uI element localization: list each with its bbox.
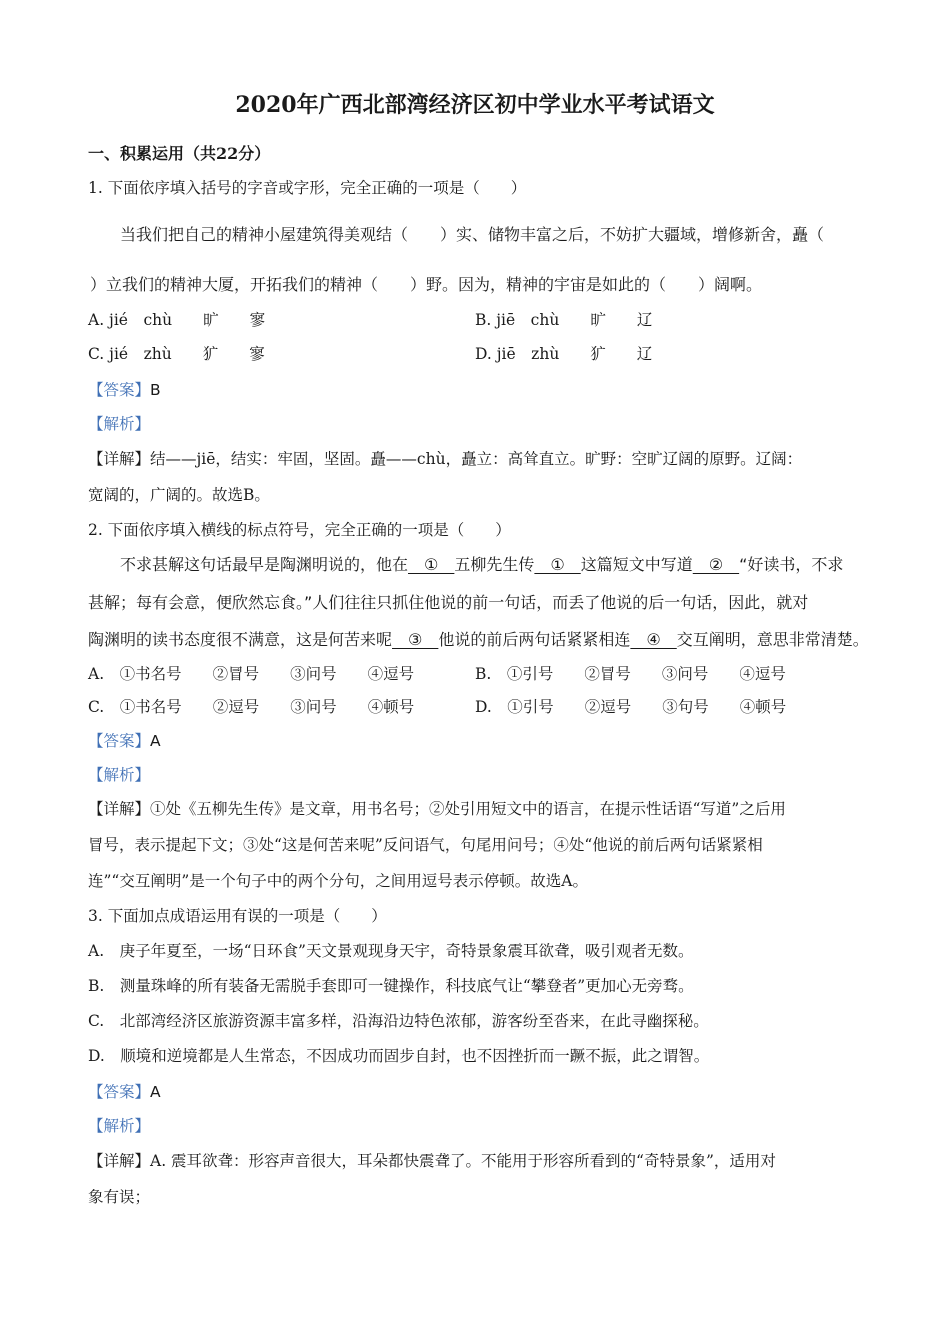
question-1-passage-line-1: 当我们把自己的精神小屋建筑得美观结（ ）实、储物丰富之后，不妨扩大疆域，增修新舍，矗（ (120, 225, 825, 244)
question-1-detail-line-1: 【详解】结——jiē，结实：牢固，坚固。矗——chù，矗立：高耸直立。旷野：空旷辽阔的原野。辽阔： (88, 450, 803, 468)
answer-value: B (150, 381, 161, 399)
question-3-detail-line-1: 【详解】A. 震耳欲聋：形容声音很大，耳朵都快震聋了。不能用于形容所看到的“奇特景象”，适用对 (88, 1152, 776, 1170)
question-1-option-a: A. jié chù 旷 寥 (88, 311, 266, 329)
answer-label: 【答案】 (88, 1083, 151, 1101)
question-2-passage-line-1: 不求甚解这句话最早是陶渊明说的，他在 ① 五柳先生传 ① 这篇短文中写道 ② “好读书，不求 (120, 555, 844, 574)
question-2-answer (88, 730, 161, 752)
question-3-stem: 3. 下面加点成语运用有误的一项是（ ） (88, 907, 387, 925)
question-2-option-a: A. ①书名号 ②冒号 ③问号 ④逗号 (88, 665, 415, 683)
page-title: 2020年广西北部湾经济区初中学业水平考试语文 (235, 92, 715, 118)
question-1-passage-line-2: ）立我们的精神大厦，开拓我们的精神（ ）野。因为，精神的宇宙是如此的（ ）阔啊。 (90, 275, 763, 294)
answer-value: A (150, 732, 161, 750)
question-3-option-b: B. 测量珠峰的所有装备无需脱手套即可一键操作，科技底气让“攀登者”更加心无旁骛。 (88, 977, 694, 995)
question-2-detail-line-2: 冒号，表示提起下文；③处“这是何苦来呢”反问语气，句尾用问号；④处“他说的前后两句话紧紧相 (88, 836, 763, 854)
question-3-option-d: D. 顺境和逆境都是人生常态，不因成功而固步自封，也不因挫折而一蹶不振，此之谓智。 (88, 1047, 710, 1065)
blank-2: ② (692, 555, 740, 574)
question-2-passage-line-3: 陶渊明的读书态度很不满意，这是何苦来呢 ③ 他说的前后两句话紧紧相连 ④ 交互阐明，意思非常清楚。 (88, 630, 869, 649)
question-3-detail-line-2: 象有误； (88, 1188, 151, 1206)
question-2-option-d: D. ①引号 ②逗号 ③句号 ④顿号 (475, 698, 787, 716)
blank-1b: ① (534, 555, 581, 574)
question-1-option-b: B. jiē chù 旷 辽 (475, 311, 653, 329)
question-1-option-c: C. jié zhù 犷 寥 (88, 345, 265, 363)
answer-label: 【答案】 (88, 381, 151, 399)
question-1-detail-line-2: 宽阔的，广阔的。故选B。 (88, 486, 270, 504)
question-1-analysis-label: 【解析】 (88, 415, 151, 433)
question-1-option-d: D. jiē zhù 犷 辽 (475, 345, 653, 363)
question-2-analysis-label: 【解析】 (88, 766, 151, 784)
question-2-passage-line-2: 甚解；每有会意，便欣然忘食。”人们往往只抓住他说的前一句话，而丢了他说的后一句话，因此，就对 (88, 593, 809, 612)
question-1-stem: 1. 下面依序填入括号的字音或字形，完全正确的一项是（ ） (88, 179, 527, 197)
question-3-option-a: A. 庚子年夏至，一场“日环食”天文景观现身天宇，奇特景象震耳欲聋，吸引观者无数。 (88, 942, 694, 960)
question-2-detail-line-1: 【详解】①处《五柳先生传》是文章，用书名号；②处引用短文中的语言，在提示性话语“写道”之后用 (88, 800, 786, 818)
blank-4: ④ (630, 630, 677, 649)
answer-value: A (150, 1083, 161, 1101)
question-2-option-c: C. ①书名号 ②逗号 ③问号 ④顿号 (88, 698, 415, 716)
question-1-answer (88, 379, 161, 401)
question-3-answer (88, 1081, 161, 1103)
section-heading: 一、积累运用（共22分） (88, 144, 271, 163)
question-2-stem: 2. 下面依序填入横线的标点符号，完全正确的一项是（ ） (88, 521, 511, 539)
question-3-option-c: C. 北部湾经济区旅游资源丰富多样，沿海沿边特色浓郁，游客纷至沓来，在此寻幽探秘。 (88, 1012, 709, 1030)
answer-label: 【答案】 (88, 732, 151, 750)
question-2-option-b: B. ①引号 ②冒号 ③问号 ④逗号 (475, 665, 786, 683)
blank-1: ① (408, 555, 455, 574)
question-2-detail-line-3: 连”“交互阐明”是一个句子中的两个分句，之间用逗号表示停顿。故选A。 (88, 872, 588, 890)
question-3-analysis-label: 【解析】 (88, 1117, 151, 1135)
blank-3: ③ (392, 630, 439, 649)
